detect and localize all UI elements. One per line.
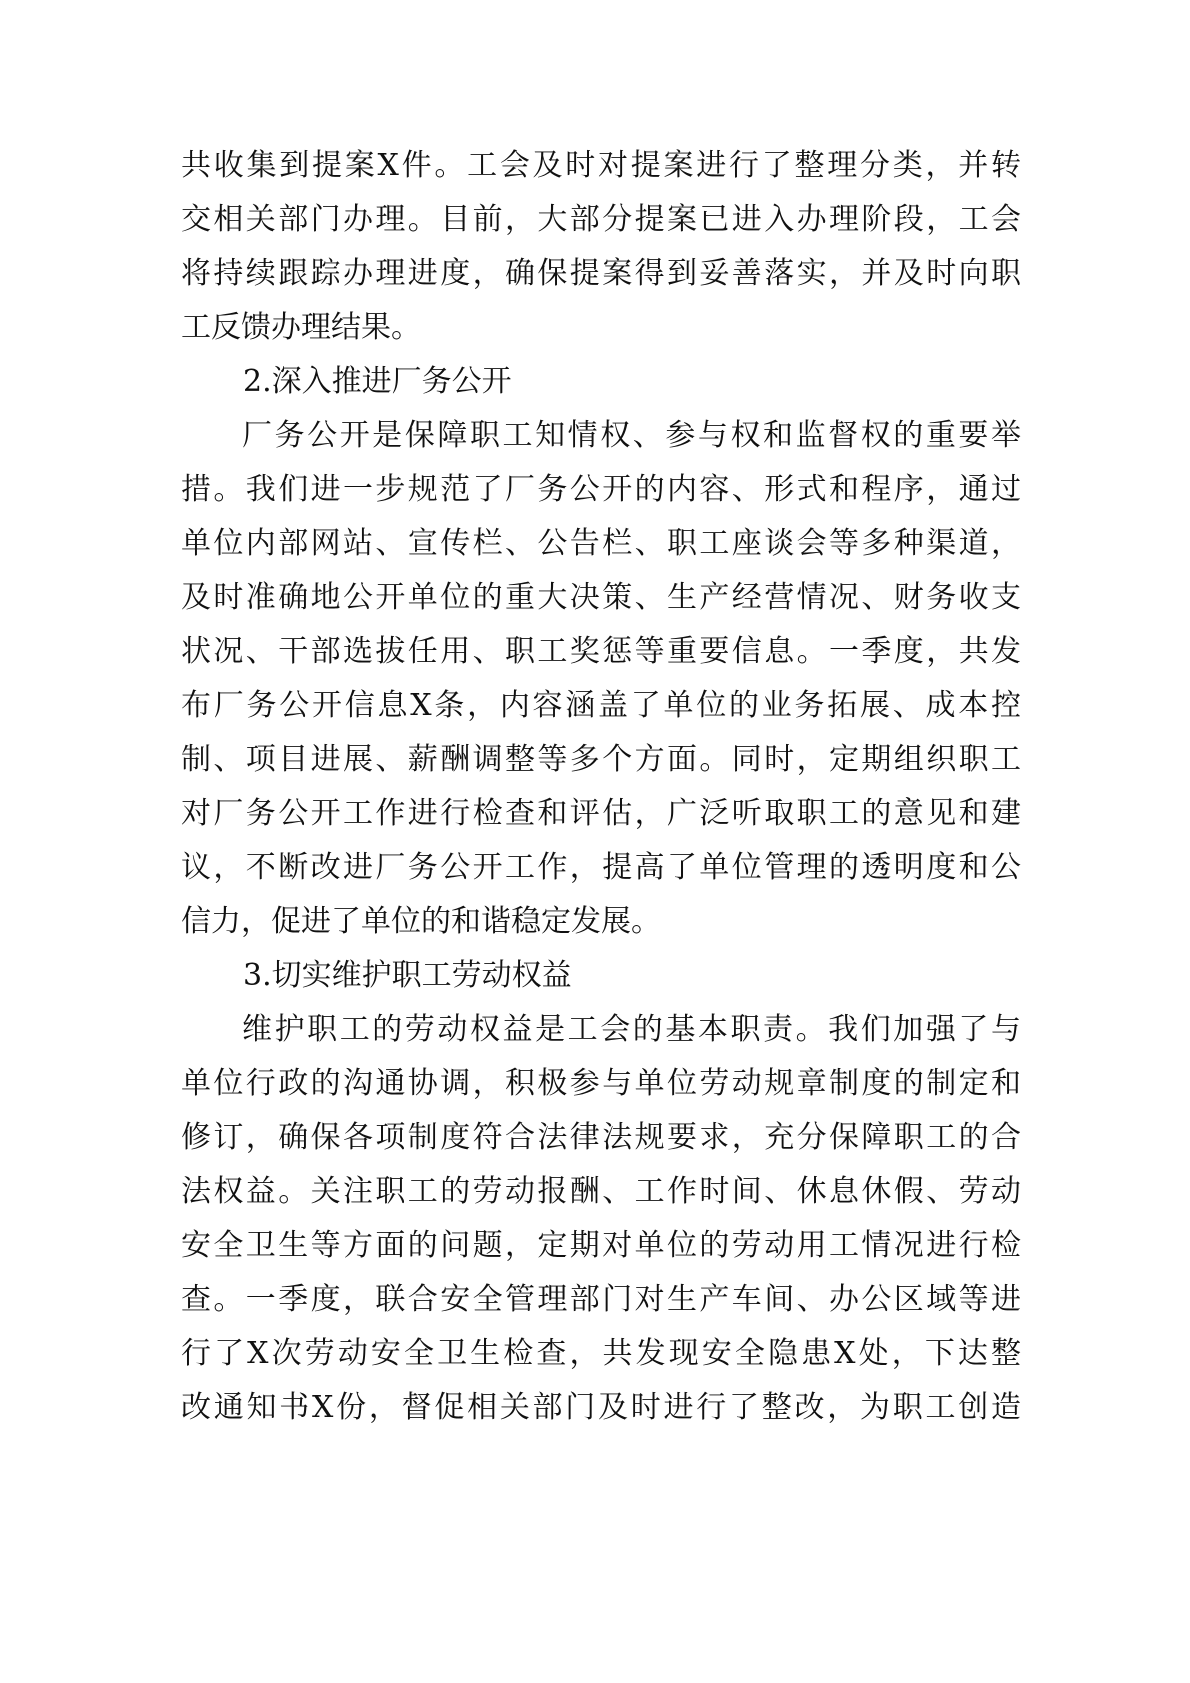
paragraph-line: 改通知书X份，督促相关部门及时进行了整改，为职工创造 [181, 1390, 1021, 1425]
section-heading: 3.切实维护职工劳动权益 [243, 958, 572, 993]
paragraph-line: 修订，确保各项制度符合法律法规要求，充分保障职工的合 [181, 1120, 1021, 1155]
paragraph-line: 布厂务公开信息X条，内容涵盖了单位的业务拓展、成本控 [181, 688, 1021, 723]
paragraph-line: 议，不断改进厂务公开工作，提高了单位管理的透明度和公 [181, 850, 1021, 885]
paragraph-line: 厂务公开是保障职工知情权、参与权和监督权的重要举 [242, 418, 1021, 453]
paragraph-line: 工反馈办理结果。 [181, 310, 421, 345]
paragraph-line: 维护职工的劳动权益是工会的基本职责。我们加强了与 [242, 1012, 1021, 1047]
paragraph-line: 状况、干部选拔任用、职工奖惩等重要信息。一季度，共发 [181, 634, 1021, 669]
paragraph-line: 查。一季度，联合安全管理部门对生产车间、办公区域等进 [181, 1282, 1021, 1317]
paragraph-line: 措。我们进一步规范了厂务公开的内容、形式和程序，通过 [181, 472, 1021, 507]
paragraph-line: 单位行政的沟通协调，积极参与单位劳动规章制度的制定和 [181, 1066, 1021, 1101]
paragraph-line: 交相关部门办理。目前，大部分提案已进入办理阶段，工会 [181, 202, 1021, 237]
paragraph-line: 制、项目进展、薪酬调整等多个方面。同时，定期组织职工 [181, 742, 1021, 777]
paragraph-line: 单位内部网站、宣传栏、公告栏、职工座谈会等多种渠道， [181, 526, 1021, 561]
section-heading: 2.深入推进厂务公开 [243, 364, 512, 399]
paragraph-line: 信力，促进了单位的和谐稳定发展。 [181, 904, 661, 939]
paragraph-line: 及时准确地公开单位的重大决策、生产经营情况、财务收支 [181, 580, 1021, 615]
paragraph-line: 安全卫生等方面的问题，定期对单位的劳动用工情况进行检 [181, 1228, 1021, 1263]
paragraph-line: 将持续跟踪办理进度，确保提案得到妥善落实，并及时向职 [181, 256, 1021, 291]
paragraph-line: 法权益。关注职工的劳动报酬、工作时间、休息休假、劳动 [181, 1174, 1021, 1209]
paragraph-line: 共收集到提案X件。工会及时对提案进行了整理分类，并转 [181, 148, 1021, 183]
paragraph-line: 行了X次劳动安全卫生检查，共发现安全隐患X处，下达整 [181, 1336, 1021, 1371]
paragraph-line: 对厂务公开工作进行检查和评估，广泛听取职工的意见和建 [181, 796, 1021, 831]
